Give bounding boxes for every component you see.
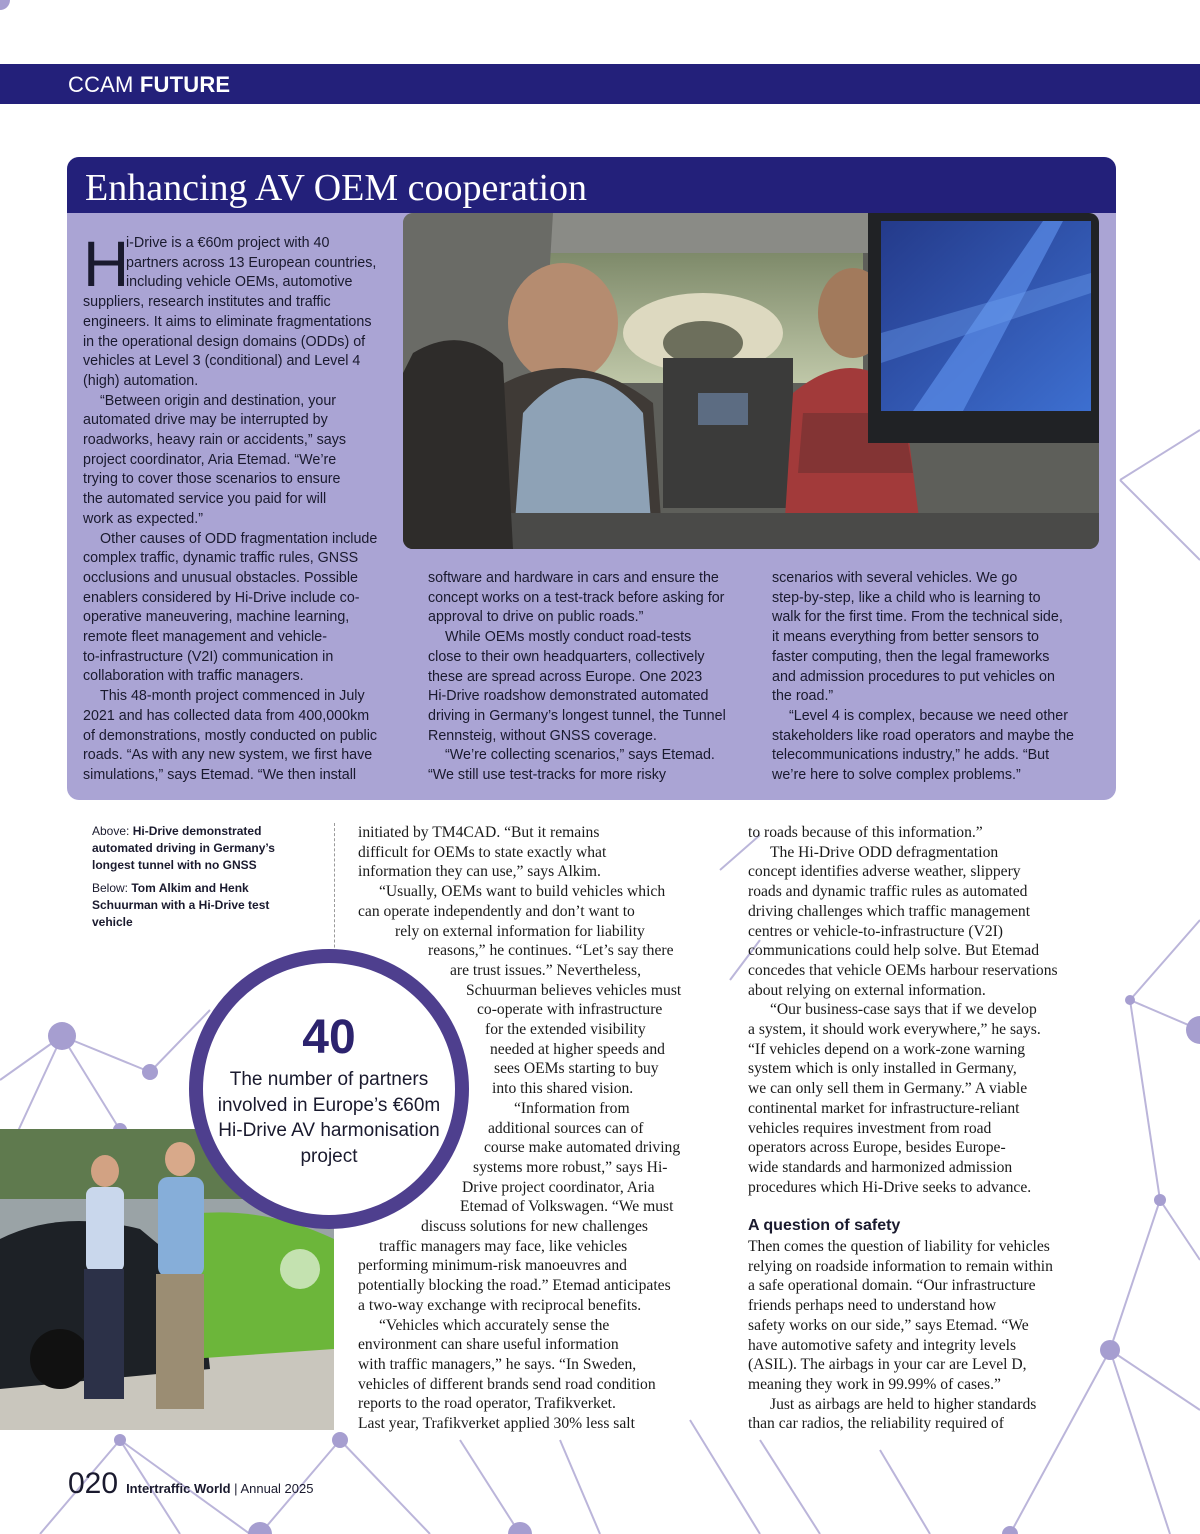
text-line: a system, it should work everywhere,” he says. [748, 1021, 1041, 1039]
page-number: 020 [68, 1467, 119, 1500]
text-line: needed at higher speeds and [490, 1040, 665, 1058]
text-line: “We still use test-tracks for more risky [428, 767, 667, 784]
drop-cap: H [83, 228, 130, 300]
text-line: step-by-step, like a child who is learning to [772, 589, 1041, 606]
text-line: a two-way exchange with reciprocal benefits. [358, 1296, 642, 1314]
text-line: close to their own headquarters, collectively [428, 648, 705, 665]
text-line: driving in Germany’s longest tunnel, the Tunnel [428, 707, 726, 724]
text-line: Hi-Drive roadshow demonstrated automated [428, 688, 709, 705]
text-line: enablers considered by Hi-Drive include co- [83, 589, 360, 606]
text-line: meaning they work in 99.99% of cases.” [748, 1375, 1001, 1393]
text-line: “Vehicles which accurately sense the [379, 1316, 610, 1334]
text-line: “If vehicles depend on a work-zone warning [748, 1040, 1026, 1058]
text-line: course make automated driving [484, 1139, 681, 1157]
text-line: potentially blocking the road.” Etemad anticipates [358, 1277, 671, 1295]
text-line: operators across Europe, besides Europe- [748, 1139, 1006, 1157]
text-line: Etemad of Volkswagen. “We must [460, 1198, 674, 1216]
feature-column-2 [428, 569, 726, 786]
text-line: than car radios, the reliability required of [748, 1415, 1004, 1433]
caption-below-text: Tom Alkim and Henk Schuurman with a Hi-Drive test vehicle [92, 881, 270, 929]
stat-description: The number of partners involved in Europe’s €60m Hi-Drive AV harmonisation project [217, 1069, 441, 1167]
text-line: it means everything from better sensors to [772, 629, 1039, 646]
caption-below-label: Below: [92, 881, 132, 895]
text-line: in the operational design domains (ODDs) of [83, 333, 366, 350]
text-line: partners across 13 European countries, [126, 254, 377, 271]
caption-above-text: Hi-Drive demonstrated automated driving in Germany’s longest tunnel with no GNSS [92, 824, 275, 872]
edition-label: Annual 2025 [240, 1481, 314, 1496]
text-line: have automotive safety and integrity levels [748, 1336, 1017, 1354]
text-line: vehicles at Level 3 (conditional) and Level 4 [83, 353, 361, 370]
text-line: safety works on our side,” says Etemad. “We [748, 1316, 1029, 1334]
text-line: automated drive may be interrupted by [83, 412, 328, 429]
text-line: we can only sell them in Germany.” A viable [748, 1080, 1028, 1098]
text-line: approval to drive on public roads.” [428, 609, 644, 626]
text-line: roads. “As with any new system, we first have [83, 747, 373, 764]
text-line: roadworks, heavy rain or accidents,” says [83, 432, 347, 449]
text-line: trying to cover those scenarios to ensure [83, 471, 341, 488]
text-line: the road.” [772, 688, 834, 705]
text-line: about relying on external information. [748, 981, 986, 999]
magazine-name: Intertraffic World [126, 1481, 231, 1496]
text-line: While OEMs mostly conduct road-tests [445, 629, 692, 646]
text-line: including vehicle OEMs, automotive [126, 274, 353, 291]
text-line: remote fleet management and vehicle- [83, 629, 327, 646]
text-line: friends perhaps need to understand how [748, 1297, 997, 1315]
text-line: faster computing, then the legal frameworks [772, 648, 1050, 665]
caption-above-label: Above: [92, 824, 133, 838]
text-line: i-Drive is a €60m project with 40 [126, 235, 330, 251]
text-line: telecommunications industry,” he adds. “But [772, 747, 1050, 764]
text-line: these are spread across Europe. One 2023 [428, 668, 703, 685]
text-line: are trust issues.” Nevertheless, [450, 961, 641, 979]
text-line: environment can share useful information [358, 1336, 619, 1354]
text-line: Schuurman believes vehicles must [466, 981, 682, 999]
text-line: the automated service you paid for will [83, 491, 327, 508]
text-line: traffic managers may face, like vehicles [379, 1237, 628, 1255]
stat-callout-circle [189, 949, 469, 1229]
feature-column-1 [83, 228, 378, 786]
text-line: rely on external information for liability [395, 922, 645, 940]
text-line: we’re here to solve complex problems.” [772, 767, 1021, 784]
text-line: The Hi-Drive ODD defragmentation [770, 843, 999, 861]
text-line: driving challenges which traffic management [748, 902, 1031, 920]
text-line: and admission procedures to put vehicles on [772, 668, 1055, 685]
text-line: (high) automation. [83, 372, 199, 389]
text-line: of demonstrations, mostly conducted on public [83, 727, 378, 744]
text-line: scenarios with several vehicles. We go [772, 570, 1018, 586]
text-line: “Level 4 is complex, because we need other [789, 707, 1068, 724]
text-line: Last year, Trafikverket applied 30% less salt [358, 1415, 635, 1432]
subheading-safety: A question of safety [748, 1217, 901, 1234]
text-line: “Our business-case says that if we develop [770, 1001, 1037, 1019]
text-line: initiated by TM4CAD. “But it remains [358, 824, 600, 841]
section-label-light: CCAM [68, 72, 140, 97]
text-line: continental market for infrastructure-reliant [748, 1099, 1020, 1117]
text-line: project coordinator, Aria Etemad. “We’re [83, 451, 337, 468]
text-line: into this shared vision. [492, 1080, 634, 1098]
main-body-column-2-upper [748, 823, 1058, 1197]
text-line: “Between origin and destination, your [100, 392, 337, 409]
text-line: vehicles requires investment from road [748, 1119, 992, 1137]
feature-column-3 [772, 569, 1074, 786]
tunnel-test-drive-photo [403, 213, 1099, 549]
text-line: procedures which Hi-Drive seeks to advance. [748, 1178, 1032, 1196]
text-line: Just as airbags are held to higher standards [770, 1395, 1037, 1413]
text-line: “We’re collecting scenarios,” says Etemad. [445, 747, 715, 764]
text-line: Drive project coordinator, Aria [462, 1178, 655, 1196]
text-line: wide standards and harmonized admission [748, 1158, 1013, 1176]
text-line: systems more robust,” says Hi- [473, 1158, 668, 1176]
text-line: roads and dynamic traffic rules as automated [748, 883, 1028, 901]
text-line: reports to the road operator, Trafikverket. [358, 1395, 616, 1413]
text-line: information they can use,” says Alkim. [358, 863, 601, 881]
text-line: software and hardware in cars and ensure the [428, 570, 719, 586]
text-line: Then comes the question of liability for vehicles [748, 1238, 1050, 1255]
text-line: This 48-month project commenced in July [100, 688, 365, 705]
feature-box-title-bar [67, 157, 1116, 213]
text-line: performing minimum-risk manoeuvres and [358, 1257, 627, 1275]
text-line: to roads because of this information.” [748, 824, 983, 841]
text-line: centres or vehicle-to-infrastructure (V2I) [748, 922, 1004, 940]
text-line: a safe operational domain. “Our infrastructure [748, 1277, 1036, 1295]
text-line: concept identifies adverse weather, slippery [748, 863, 1021, 881]
text-line: complex traffic, dynamic traffic rules, GNSS [83, 550, 359, 567]
section-header-bar [0, 64, 1200, 104]
text-line: simulations,” says Etemad. “We then install [83, 766, 357, 783]
text-line: engineers. It aims to eliminate fragmentations [83, 313, 372, 330]
main-body-column-2-lower [748, 1237, 1053, 1434]
text-line: with traffic managers,” he says. “In Sweden, [358, 1355, 637, 1373]
text-line: Rennsteig, without GNSS coverage. [428, 727, 657, 744]
text-line: additional sources can of [488, 1119, 644, 1137]
text-line: concedes that vehicle OEMs harbour reservations [748, 961, 1058, 979]
text-line: communications could help solve. But Etemad [748, 942, 1040, 960]
text-line: stakeholders like road operators and maybe the [772, 727, 1075, 744]
text-line: system which is only installed in Germany, [748, 1060, 1017, 1078]
feature-box-title: Enhancing AV OEM cooperation [85, 167, 588, 209]
text-line: occlusions and unusual obstacles. Possible [83, 569, 358, 586]
text-line: sees OEMs starting to buy [494, 1060, 659, 1078]
text-line: “Usually, OEMs want to build vehicles which [379, 883, 666, 901]
text-line: for the extended visibility [485, 1021, 646, 1038]
text-line: can operate independently and don’t want to [358, 902, 635, 920]
section-label-bold: FUTURE [139, 72, 231, 97]
text-line: reasons,” he continues. “Let’s say there [428, 942, 674, 960]
text-line: operative maneuvering, machine learning, [83, 609, 350, 626]
footer-separator: | [230, 1481, 241, 1496]
text-line: co-operate with infrastructure [477, 1001, 663, 1019]
text-line: (ASIL). The airbags in your car are Level D, [748, 1356, 1027, 1374]
text-line: difficult for OEMs to state exactly what [358, 843, 607, 861]
page-footer [68, 1467, 313, 1501]
text-line: discuss solutions for new challenges [421, 1218, 648, 1235]
text-line: vehicles of different brands send road condition [358, 1375, 656, 1393]
text-line: collaboration with traffic managers. [83, 668, 304, 685]
text-line: to-infrastructure (V2I) communication in [83, 648, 334, 665]
text-line: relying on roadside information to remain within [748, 1257, 1053, 1275]
text-line: work as expected.” [83, 510, 203, 527]
stat-number: 40 [302, 1011, 356, 1064]
text-line: suppliers, research institutes and traffic [83, 294, 331, 311]
text-line: walk for the first time. From the technical side, [772, 609, 1063, 626]
text-line: Other causes of ODD fragmentation include [100, 530, 378, 547]
text-line: 2021 and has collected data from 400,000km [83, 707, 370, 724]
text-line: concept works on a test-track before asking for [428, 589, 725, 606]
text-line: “Information from [514, 1099, 630, 1117]
